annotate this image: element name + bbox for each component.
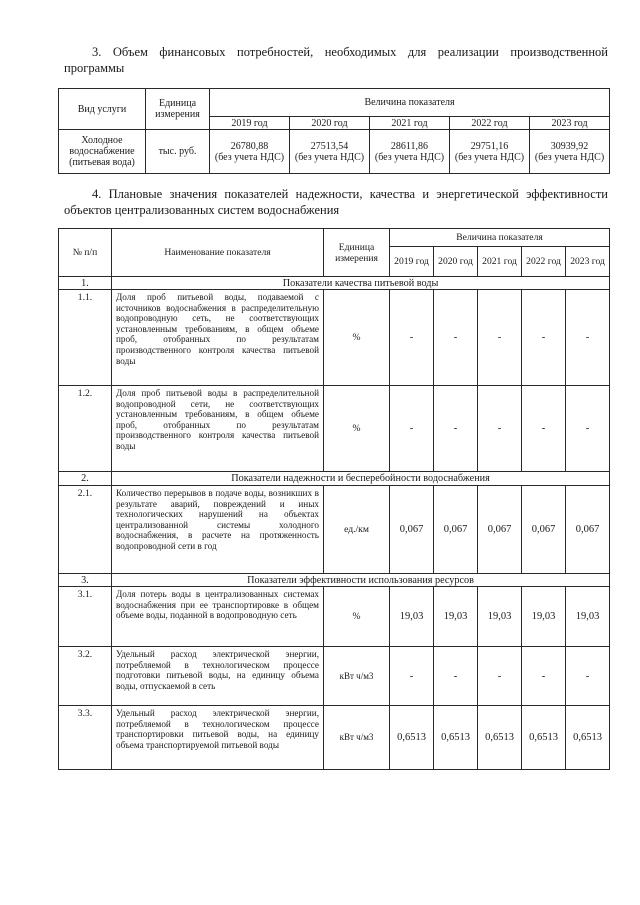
service-name: Холодное водоснабжение (питьевая вода) — [59, 130, 146, 174]
row-value: - — [478, 290, 522, 386]
value: 28611,86 — [390, 140, 429, 152]
value-cell — [210, 130, 290, 174]
row-value: 0,067 — [478, 486, 522, 574]
year-2023: 2023 год — [566, 247, 610, 277]
header-service: Вид услуги — [59, 89, 146, 130]
row-num: 2.1. — [59, 486, 112, 574]
section-title: Показатели надежности и бесперебойности водоснабжения — [112, 472, 610, 486]
value-note: (без учета НДС) — [214, 151, 285, 163]
row-value: - — [434, 290, 478, 386]
row-value: 0,6513 — [390, 706, 434, 770]
header-name: Наименование показателя — [112, 229, 324, 277]
row-num: 3.1. — [59, 587, 112, 647]
row-value: - — [566, 290, 610, 386]
row-name: Количество перерывов в подаче воды, возникших в результате аварий, повреждений и иных технологических нарушений на объектах централизованной системы холодного водоснабжения, в расчете на протяженность водопроводной сети в год — [112, 486, 324, 574]
row-value: 0,067 — [522, 486, 566, 574]
row-value: - — [390, 647, 434, 706]
row-value: 19,03 — [522, 587, 566, 647]
section-row — [59, 277, 610, 290]
value-cell — [290, 130, 370, 174]
row-value: - — [566, 647, 610, 706]
row-value: 19,03 — [478, 587, 522, 647]
year-2021: 2021 год — [478, 247, 522, 277]
value: 30939,92 — [550, 140, 589, 152]
year-2019: 2019 год — [210, 117, 290, 130]
year-2023: 2023 год — [530, 117, 610, 130]
row-value: - — [478, 647, 522, 706]
value-note: (без учета НДС) — [454, 151, 525, 163]
row-value: - — [522, 647, 566, 706]
row-unit: кВт ч/м3 — [324, 647, 390, 706]
row-value: 0,067 — [566, 486, 610, 574]
year-2020: 2020 год — [434, 247, 478, 277]
row-value: 0,6513 — [478, 706, 522, 770]
year-2021: 2021 год — [370, 117, 450, 130]
section-num: 3. — [59, 574, 112, 587]
row-value: - — [390, 290, 434, 386]
year-2019: 2019 год — [390, 247, 434, 277]
row-value: 19,03 — [434, 587, 478, 647]
section-title: Показатели эффективности использования ресурсов — [112, 574, 610, 587]
row-name: Удельный расход электрической энергии, потребляемой в технологическом процессе транспортировки питьевой воды, на единицу объема транспортируемой питьевой воды — [112, 706, 324, 770]
table-row — [59, 486, 610, 574]
row-value: 0,067 — [390, 486, 434, 574]
table-row — [59, 290, 610, 386]
row-value: - — [522, 386, 566, 472]
section-num: 1. — [59, 277, 112, 290]
row-num: 1.1. — [59, 290, 112, 386]
section-3-heading: 3. Объем финансовых потребностей, необходимых для реализации производственной программы — [64, 45, 608, 75]
table-row — [59, 706, 610, 770]
row-num: 1.2. — [59, 386, 112, 472]
row-value: 19,03 — [390, 587, 434, 647]
row-unit: % — [324, 386, 390, 472]
value: 27513,54 — [310, 140, 349, 152]
row-value: 0,6513 — [566, 706, 610, 770]
header-unit: Единица измерения — [324, 229, 390, 277]
value-cell — [370, 130, 450, 174]
table-row — [59, 386, 610, 472]
value-cell — [530, 130, 610, 174]
row-value: - — [390, 386, 434, 472]
row-name: Доля проб питьевой воды в распределительной водопроводной сети, не соответствующих установленным требованиям, в общем объеме проб, отобранных по результатам производственного контроля качества питьевой воды — [112, 386, 324, 472]
row-unit: % — [324, 290, 390, 386]
table-row — [59, 587, 610, 647]
value: 29751,16 — [470, 140, 509, 152]
row-num: 3.3. — [59, 706, 112, 770]
value-cell — [450, 130, 530, 174]
table-row — [59, 647, 610, 706]
row-value: 0,6513 — [434, 706, 478, 770]
section-4-heading: 4. Плановые значения показателей надежности, качества и энергетической эффективности объектов централизованных систем водоснабжения — [64, 187, 608, 217]
value-note: (без учета НДС) — [534, 151, 605, 163]
row-name: Доля проб питьевой воды, подаваемой с источников водоснабжения в распределительную водопроводную сеть, не соответствующих установленным требованиям, в общем объеме проб, отобранных по результатам производственного контроля качества питьевой воды — [112, 290, 324, 386]
row-value: 0,067 — [434, 486, 478, 574]
section-row — [59, 574, 610, 587]
row-name: Удельный расход электрической энергии, потребляемой в технологическом процессе подготовки питьевой воды, на единицу объема воды, отпускаемой в сеть — [112, 647, 324, 706]
row-value: - — [434, 647, 478, 706]
year-2022: 2022 год — [522, 247, 566, 277]
section-num: 2. — [59, 472, 112, 486]
header-value: Величина показателя — [210, 89, 610, 117]
header-unit: Единица измерения — [146, 89, 210, 130]
row-value: 0,6513 — [522, 706, 566, 770]
row-value: - — [522, 290, 566, 386]
header-num: № п/п — [59, 229, 112, 277]
section-row — [59, 472, 610, 486]
row-value: 19,03 — [566, 587, 610, 647]
row-value: - — [434, 386, 478, 472]
row-name: Доля потерь воды в централизованных системах водоснабжения при ее транспортировке в общем объеме воды, поданной в водопроводную сеть — [112, 587, 324, 647]
value: 26780,88 — [230, 140, 269, 152]
year-2020: 2020 год — [290, 117, 370, 130]
value-note: (без учета НДС) — [294, 151, 365, 163]
row-value: - — [566, 386, 610, 472]
indicators-table — [58, 228, 610, 770]
row-unit: кВт ч/м3 — [324, 706, 390, 770]
header-value: Величина показателя — [390, 229, 610, 247]
row-value: - — [478, 386, 522, 472]
financial-needs-table — [58, 88, 610, 174]
table-row — [59, 130, 610, 174]
value-note: (без учета НДС) — [374, 151, 445, 163]
row-unit: % — [324, 587, 390, 647]
section-title: Показатели качества питьевой воды — [112, 277, 610, 290]
service-unit: тыс. руб. — [146, 130, 210, 174]
row-num: 3.2. — [59, 647, 112, 706]
year-2022: 2022 год — [450, 117, 530, 130]
row-unit: ед./км — [324, 486, 390, 574]
